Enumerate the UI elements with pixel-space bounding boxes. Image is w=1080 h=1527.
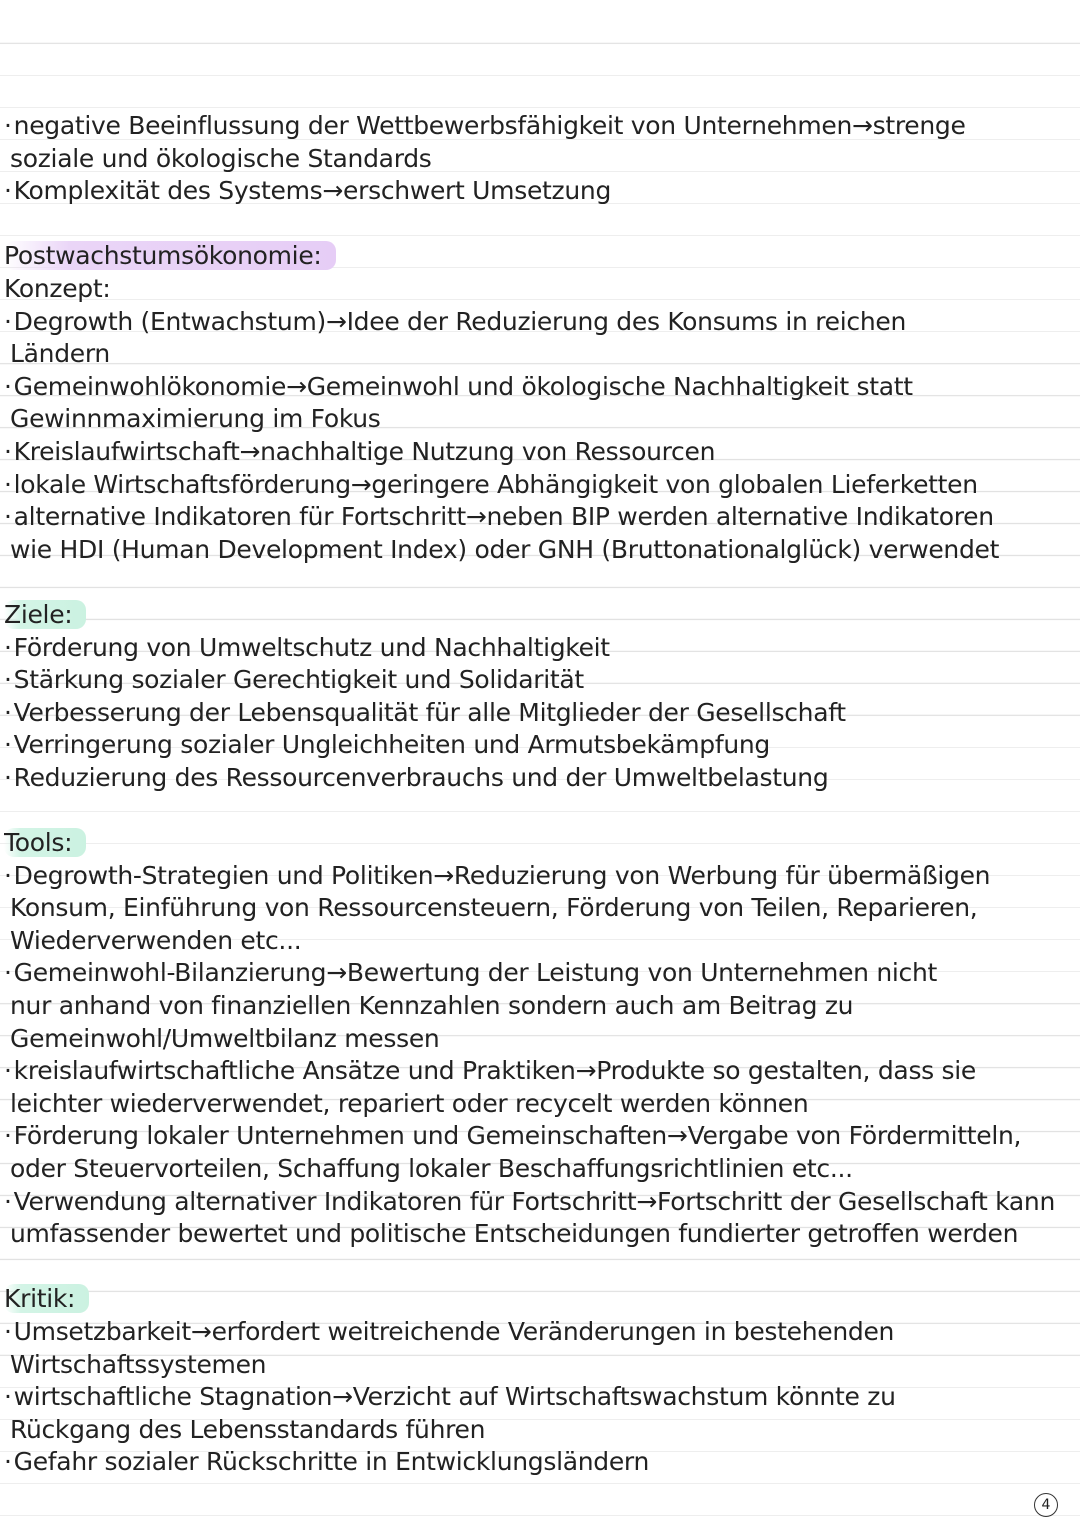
blank-line — [4, 208, 1074, 241]
note-line: soziale und ökologische Standards — [10, 143, 432, 173]
notes-content — [4, 110, 1074, 1479]
tools-heading: Tools: — [4, 827, 1074, 860]
note-line: · Degrowth-Strategien und Politiken→Reduzierung von Werbung für übermäßigen — [4, 860, 1074, 893]
note-line: · Verwendung alternativer Indikatoren für Fortschritt→Fortschritt der Gesellschaft kann — [4, 1186, 1074, 1219]
note-line: Rückgang des Lebensstandards führen — [10, 1414, 486, 1444]
note-line: · wirtschaftliche Stagnation→Verzicht auf Wirtschaftswachstum könnte zu — [4, 1381, 1074, 1414]
note-line: umfassender bewertet und politische Entscheidungen fundierter getroffen werden — [10, 1219, 1019, 1249]
konzept-heading: Konzept: — [4, 273, 111, 303]
note-line: · Gemeinwohlökonomie→Gemeinwohl und ökologische Nachhaltigkeit statt — [4, 371, 1074, 404]
note-line: · Umsetzbarkeit→erfordert weitreichende Veränderungen in bestehenden — [4, 1316, 1074, 1349]
note-line: Ländern — [10, 339, 110, 369]
blank-line — [4, 794, 1074, 827]
note-line: · Reduzierung des Ressourcenverbrauchs und der Umweltbelastung — [4, 762, 1074, 795]
note-line: Gewinnmaximierung im Fokus — [10, 404, 381, 434]
note-line: · Gefahr sozialer Rückschritte in Entwicklungsländern — [4, 1446, 1074, 1479]
note-line: wie HDI (Human Development Index) oder GNH (Bruttonationalglück) verwendet — [10, 534, 1000, 564]
note-line: · kreislaufwirtschaftliche Ansätze und Praktiken→Produkte so gestalten, dass sie — [4, 1055, 1074, 1088]
note-line: · Gemeinwohl-Bilanzierung→Bewertung der Leistung von Unternehmen nicht — [4, 957, 1074, 990]
note-line: leichter wiederverwendet, repariert oder recycelt werden können — [10, 1088, 809, 1118]
note-line: · lokale Wirtschaftsförderung→geringere Abhängigkeit von globalen Lieferketten — [4, 469, 1074, 502]
note-line: · Stärkung sozialer Gerechtigkeit und Solidarität — [4, 664, 1074, 697]
note-line: nur anhand von finanziellen Kennzahlen sondern auch am Beitrag zu — [10, 991, 854, 1021]
kritik-heading: Kritik: — [4, 1283, 1074, 1316]
note-line: · Förderung von Umweltschutz und Nachhaltigkeit — [4, 632, 1074, 665]
page-number: 4 — [1034, 1493, 1058, 1517]
note-line: · Verringerung sozialer Ungleichheiten und Armutsbekämpfung — [4, 729, 1074, 762]
note-line: Gemeinwohl/Umweltbilanz messen — [10, 1023, 440, 1053]
blank-line — [4, 566, 1074, 599]
ziele-heading: Ziele: — [4, 599, 1074, 632]
note-line: · Kreislaufwirtschaft→nachhaltige Nutzung von Ressourcen — [4, 436, 1074, 469]
blank-line — [4, 1251, 1074, 1284]
section-title: Postwachstumsökonomie: — [4, 240, 1074, 273]
note-line: · Förderung lokaler Unternehmen und Gemeinschaften→Vergabe von Fördermitteln, — [4, 1120, 1074, 1153]
note-line: oder Steuervorteilen, Schaffung lokaler Beschaffungsrichtlinien etc... — [10, 1154, 853, 1183]
note-line: Wirtschaftssystemen — [10, 1349, 267, 1379]
note-line: · negative Beeinflussung der Wettbewerbsfähigkeit von Unternehmen→strenge — [4, 110, 1074, 143]
note-line: Wiederverwenden etc... — [10, 925, 302, 955]
note-line: · Degrowth (Entwachstum)→Idee der Reduzierung des Konsums in reichen — [4, 306, 1074, 339]
note-line: · Komplexität des Systems→erschwert Umsetzung — [4, 175, 1074, 208]
note-line: · Verbesserung der Lebensqualität für alle Mitglieder der Gesellschaft — [4, 697, 1074, 730]
note-line: · alternative Indikatoren für Fortschritt→neben BIP werden alternative Indikatoren — [4, 501, 1074, 534]
note-line: Konsum, Einführung von Ressourcensteuern, Förderung von Teilen, Reparieren, — [10, 893, 978, 923]
